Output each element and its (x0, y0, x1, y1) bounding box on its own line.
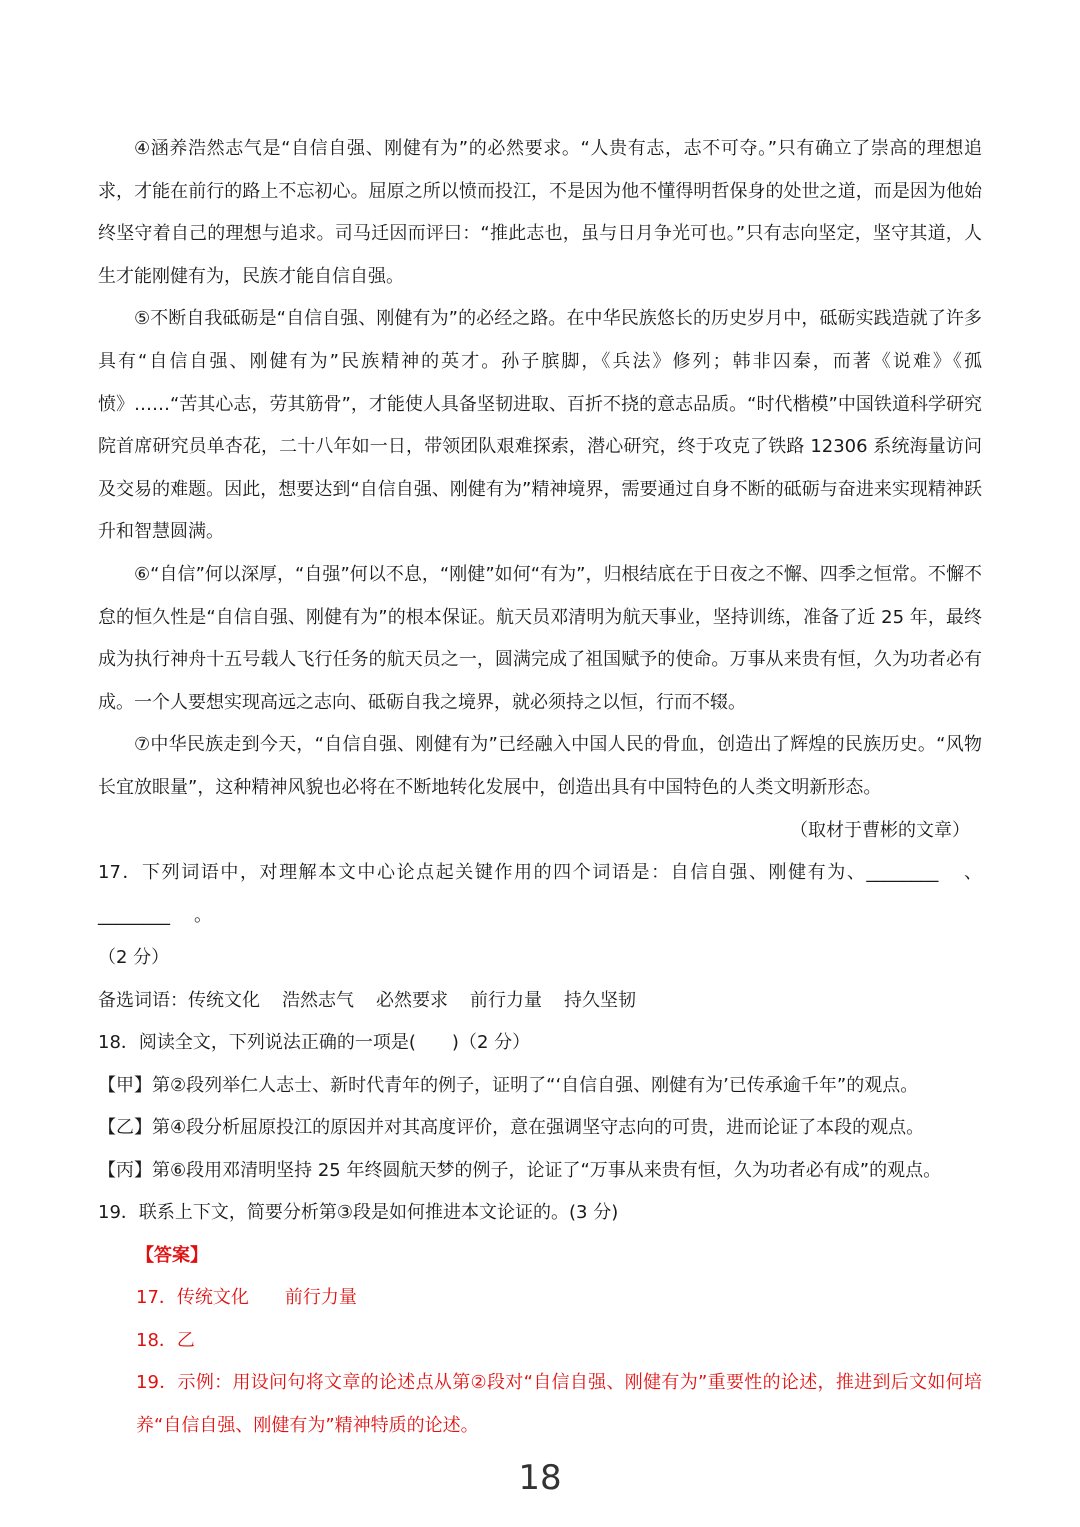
option-words (98, 980, 982, 1023)
option-word: 必然要求 (376, 989, 448, 1011)
question-18: 18．阅读全文，下列说法正确的一项是( )（2 分） (98, 1032, 531, 1054)
paragraph-5: ⑤不断自我砥砺是“自信自强、刚健有为”的必经之路。在中华民族悠长的历史岁月中，砥砺实践造就了许多具有“自信自强、刚健有为”民族精神的英才。孙子膑脚，《兵法》修列；韩非囚秦，而著《说难》《孤愤》……“苦其心志，劳其筋骨”，才能使人具备坚韧进取、百折不挠的意志品质。“时代楷模”中国铁道科学研究院首席研究员单杏花，二十八年如一日，带领团队艰难探索，潜心研究，终于攻克了铁路 12306 系统海量访问及交易的难题。因此，想要达到“自信自强、刚健有为”精神境界，需要通过自身不断的砥砺与奋进来实现精神跃升和智慧圆满。 (98, 308, 982, 543)
option-word: 持久坚韧 (564, 989, 636, 1011)
option-word: 传统文化 (188, 989, 260, 1011)
question-17 (98, 852, 982, 937)
paragraph-6: ⑥“自信”何以深厚，“自强”何以不息，“刚健”如何“有为”，归根结底在于日夜之不懈、四季之恒常。不懈不怠的恒久性是“自信自强、刚健有为”的根本保证。航天员邓清明为航天事业，坚持训练，准备了近 25 年，最终成为执行神舟十五号载人飞行任务的航天员之一，圆满完成了祖国赋予的使命。万事从来贵有恒，久为功者必有成。一个人要想实现高远之志向、砥砺自我之境界，就必须持之以恒，行而不辍。 (98, 563, 982, 713)
answer-blank-1: ________ (866, 862, 939, 884)
answer-19: 19．示例：用设问句将文章的论述点从第②段对“自信自强、刚健有为”重要性的论述，推进到后文如何培养“自信自强、刚健有为”精神特质的论述。 (136, 1372, 982, 1436)
answer-blank-2: ________ (98, 904, 170, 926)
paragraph-4: ④涵养浩然志气是“自信自强、刚健有为”的必然要求。“人贵有志，志不可夺。”只有确立了崇高的理想追求，才能在前行的路上不忘初心。屈原之所以愤而投江，不是因为他不懂得明哲保身的处世之道，而是因为他始终坚守着自己的理想与追求。司马迁因而评曰：“推此志也，虽与日月争光可也。”只有志向坚定，坚守其道，人生才能刚健有为，民族才能自信自强。 (98, 138, 982, 287)
options-label: 备选词语： (98, 989, 188, 1011)
source-attribution: （取材于曹彬的文章） (790, 819, 970, 841)
answer-section (136, 1235, 982, 1448)
question-18-item-b: 【乙】第④段分析屈原投江的原因并对其高度评价，意在强调坚守志向的可贵，进而论证了本段的观点。 (98, 1117, 925, 1139)
option-word: 前行力量 (470, 989, 542, 1011)
question-17-text: 17．下列词语中，对理解本文中心论点起关键作用的四个词语是：自信自强、刚健有为、 (98, 862, 867, 884)
question-17-score: （2 分） (98, 947, 170, 969)
question-18-item-c: 【丙】第⑥段用邓清明坚持 25 年终圆航天梦的例子，论证了“万事从来贵有恒，久为功者必有成”的观点。 (98, 1159, 942, 1181)
page-content (98, 128, 982, 1447)
answer-17: 17．传统文化 前行力量 (136, 1287, 357, 1309)
question-18-item-a: 【甲】第②段列举仁人志士、新时代青年的例子，证明了“‘自信自强、刚健有为’已传承逾千年”的观点。 (98, 1074, 919, 1096)
answer-18: 18．乙 (136, 1329, 195, 1351)
question-19: 19．联系上下文，简要分析第③段是如何推进本文论证的。(3 分) (98, 1202, 619, 1224)
question-17-separator: 、 (962, 862, 982, 884)
option-word: 浩然志气 (282, 989, 354, 1011)
page-number: 18 (518, 1458, 562, 1498)
paragraph-7: ⑦中华民族走到今天，“自信自强、刚健有为”已经融入中国人民的骨血，创造出了辉煌的民族历史。“风物长宜放眼量”，这种精神风貌也必将在不断地转化发展中，创造出具有中国特色的人类文明新形态。 (98, 734, 982, 798)
question-17-end: 。 (194, 904, 212, 926)
answer-title: 【答案】 (136, 1244, 208, 1266)
